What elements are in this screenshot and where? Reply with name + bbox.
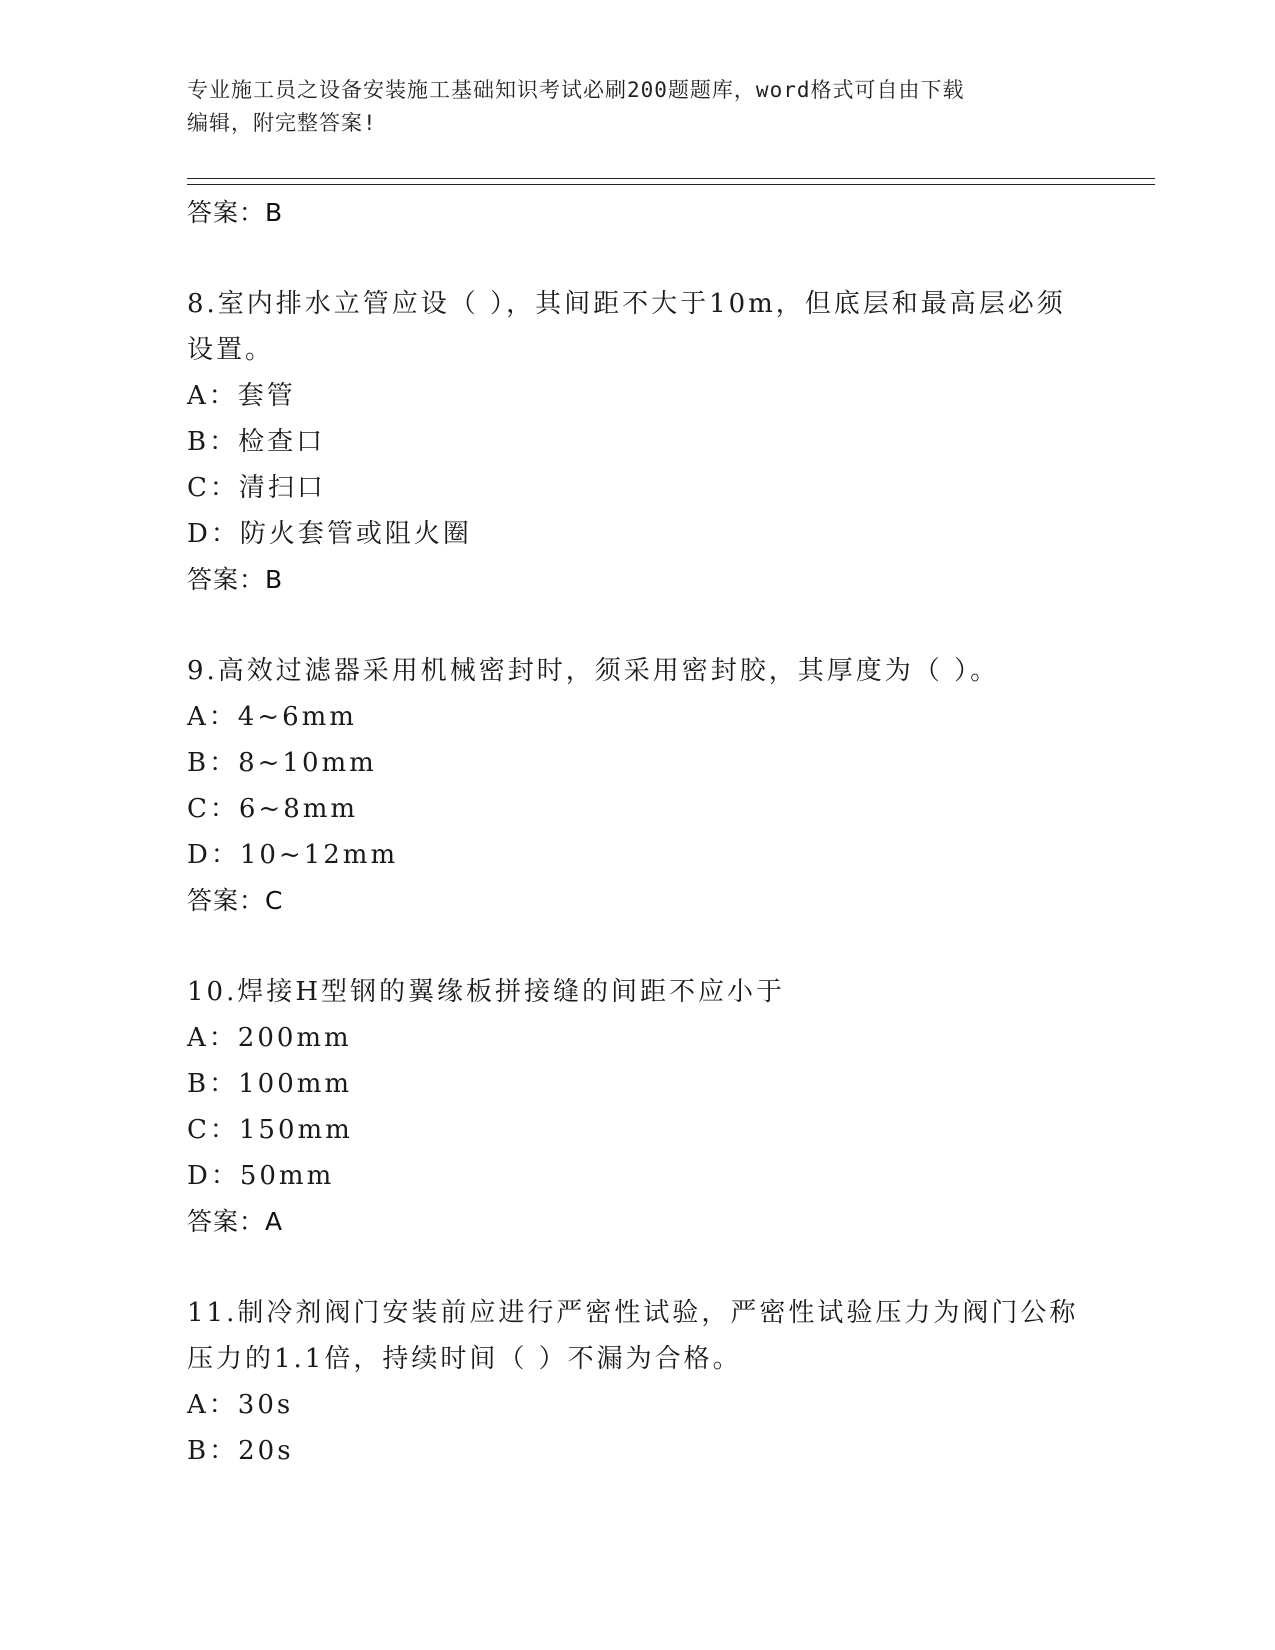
option-b: B：检查口	[187, 427, 326, 457]
spacer	[187, 603, 1087, 648]
spacer	[187, 1245, 1087, 1290]
option-d: D：10~12mm	[187, 840, 399, 870]
header-divider	[187, 178, 1155, 185]
option-b: B：100mm	[187, 1069, 353, 1099]
question-stem: 9.高效过滤器采用机械密封时，须采用密封胶，其厚度为（ ）。	[187, 656, 1000, 686]
question-stem: 8.室内排水立管应设（ ），其间距不大于10m，但底层和最高层必须	[187, 289, 1066, 319]
option-d: D：50mm	[187, 1161, 335, 1191]
option-a: A：套管	[187, 381, 296, 411]
option-c: C：150mm	[187, 1115, 353, 1145]
option-c: C：清扫口	[187, 473, 326, 503]
question-stem: 设置。	[187, 335, 275, 365]
question-9	[187, 648, 1087, 924]
question-8	[187, 281, 1087, 603]
option-a: A：200mm	[187, 1023, 352, 1053]
document-header	[187, 74, 1067, 140]
option-d: D：防火套管或阻火圈	[187, 519, 472, 549]
question-stem: 11.制冷剂阀门安装前应进行严密性试验，严密性试验压力为阀门公称	[187, 1298, 1079, 1328]
answer: 答案：C	[187, 886, 284, 915]
question-stem: 10.焊接H型钢的翼缘板拼接缝的间距不应小于	[187, 977, 786, 1007]
option-b: B：20s	[187, 1436, 294, 1466]
option-c: C：6~8mm	[187, 794, 359, 824]
option-a: A：4~6mm	[187, 702, 357, 732]
question-stem: 压力的1.1倍，持续时间（ ）不漏为合格。	[187, 1344, 742, 1374]
question-11	[187, 1290, 1087, 1474]
spacer	[187, 924, 1087, 969]
previous-answer: 答案：B	[187, 198, 284, 227]
spacer	[187, 236, 1087, 281]
option-a: A：30s	[187, 1390, 294, 1420]
option-b: B：8~10mm	[187, 748, 377, 778]
answer: 答案：A	[187, 1207, 284, 1236]
header-line-1: 专业施工员之设备安装施工基础知识考试必刷200题题库，word格式可自由下载	[187, 78, 965, 102]
question-10	[187, 969, 1087, 1245]
answer: 答案：B	[187, 565, 284, 594]
question-list	[187, 190, 1087, 1474]
header-line-2: 编辑，附完整答案!	[187, 111, 377, 135]
